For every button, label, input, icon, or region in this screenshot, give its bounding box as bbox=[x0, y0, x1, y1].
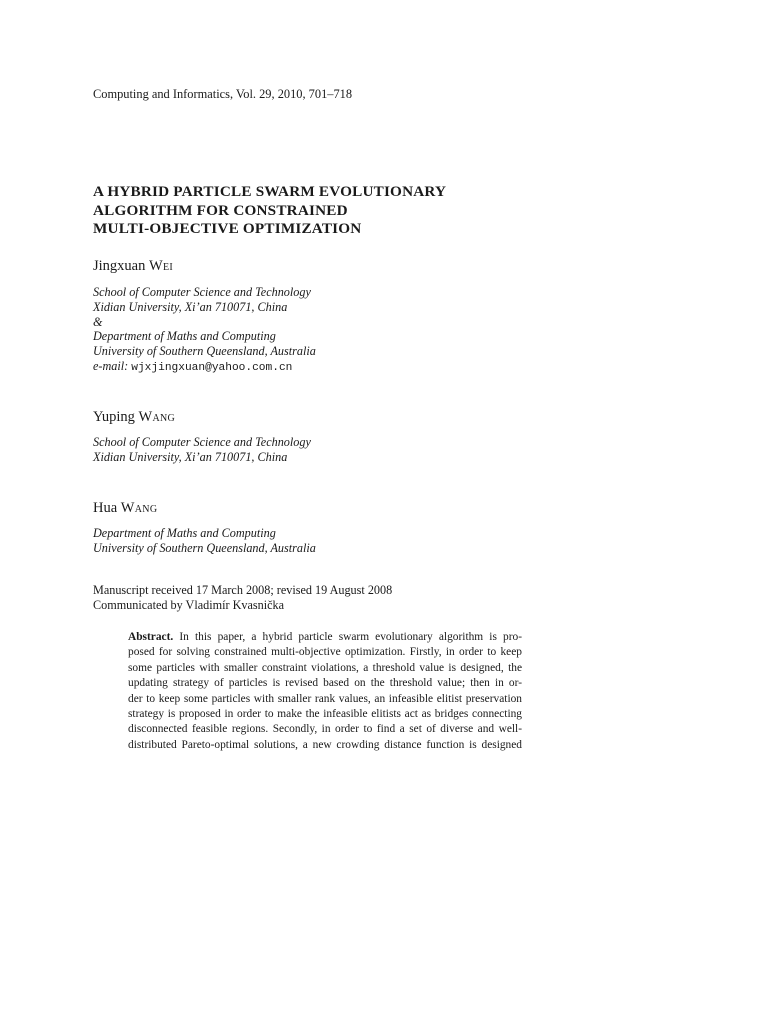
manuscript-info bbox=[93, 583, 392, 613]
title-line: ALGORITHM FOR CONSTRAINED bbox=[93, 201, 348, 219]
email-label: e-mail: bbox=[93, 358, 129, 373]
affiliation-line: Department of Maths and Computing bbox=[93, 526, 276, 540]
affiliation-line: Xidian University, Xi’an 710071, China bbox=[93, 449, 288, 464]
affiliation-line: School of Computer Science and Technology bbox=[93, 285, 311, 299]
author-affiliation-3 bbox=[93, 526, 316, 556]
abstract-line: some particles with smaller constraint violations, a threshold value is designed, the bbox=[128, 661, 522, 674]
affiliation-line: School of Computer Science and Technology bbox=[93, 435, 311, 449]
abstract-text: In this paper, a hybrid particle swarm evolutionary algorithm is pro- bbox=[179, 631, 522, 643]
abstract-line: posed for solving constrained multi-objective optimization. Firstly, in order to keep bbox=[128, 646, 522, 659]
author-name-1 bbox=[93, 257, 173, 275]
author-name-2 bbox=[93, 408, 175, 426]
email-address[interactable]: wjxjingxuan@yahoo.com.cn bbox=[131, 361, 293, 374]
author-given-name: Hua bbox=[93, 500, 118, 516]
paper-title bbox=[93, 183, 446, 239]
abstract-line: distributed Pareto-optimal solutions, a new crowding distance function is designed bbox=[128, 738, 522, 751]
manuscript-received: Manuscript received 17 March 2008; revised 19 August 2008 bbox=[93, 583, 393, 597]
author-affiliation-1 bbox=[93, 285, 316, 376]
affiliation-line: Department of Maths and Computing bbox=[93, 329, 276, 344]
affiliation-line: Xidian University, Xi’an 710071, China bbox=[93, 299, 288, 314]
author-email-line bbox=[93, 359, 316, 376]
author-surname: Wei bbox=[148, 258, 174, 274]
affiliation-line: University of Southern Queensland, Australia bbox=[93, 540, 316, 555]
abstract-line bbox=[128, 630, 522, 645]
abstract-line: disconnected feasible regions. Secondly, in order to find a set of diverse and well- bbox=[128, 723, 522, 736]
author-surname: Wang bbox=[120, 500, 158, 516]
author-affiliation-2 bbox=[93, 435, 311, 465]
title-line: A HYBRID PARTICLE SWARM EVOLUTIONARY bbox=[93, 183, 447, 200]
journal-citation: Computing and Informatics, Vol. 29, 2010, 701–718 bbox=[93, 87, 353, 101]
abstract-line: der to keep some particles with smaller rank values, an infeasible elitist preservation bbox=[128, 692, 522, 705]
author-name-3 bbox=[93, 499, 157, 517]
abstract bbox=[128, 630, 522, 753]
affiliation-line: University of Southern Queensland, Australia bbox=[93, 344, 316, 359]
abstract-line: updating strategy of particles is revised based on the threshold value; then in or- bbox=[128, 677, 522, 690]
abstract-line: strategy is proposed in order to make the infeasible elitists act as bridges connecting bbox=[128, 708, 522, 721]
author-surname: Wang bbox=[138, 409, 176, 425]
manuscript-communicated: Communicated by Vladimír Kvasnička bbox=[93, 597, 285, 612]
affiliation-line: & bbox=[93, 314, 103, 329]
title-line: MULTI-OBJECTIVE OPTIMIZATION bbox=[93, 220, 362, 237]
author-given-name: Yuping bbox=[93, 409, 135, 425]
author-given-name: Jingxuan bbox=[93, 258, 146, 274]
abstract-label: Abstract. bbox=[128, 631, 174, 643]
